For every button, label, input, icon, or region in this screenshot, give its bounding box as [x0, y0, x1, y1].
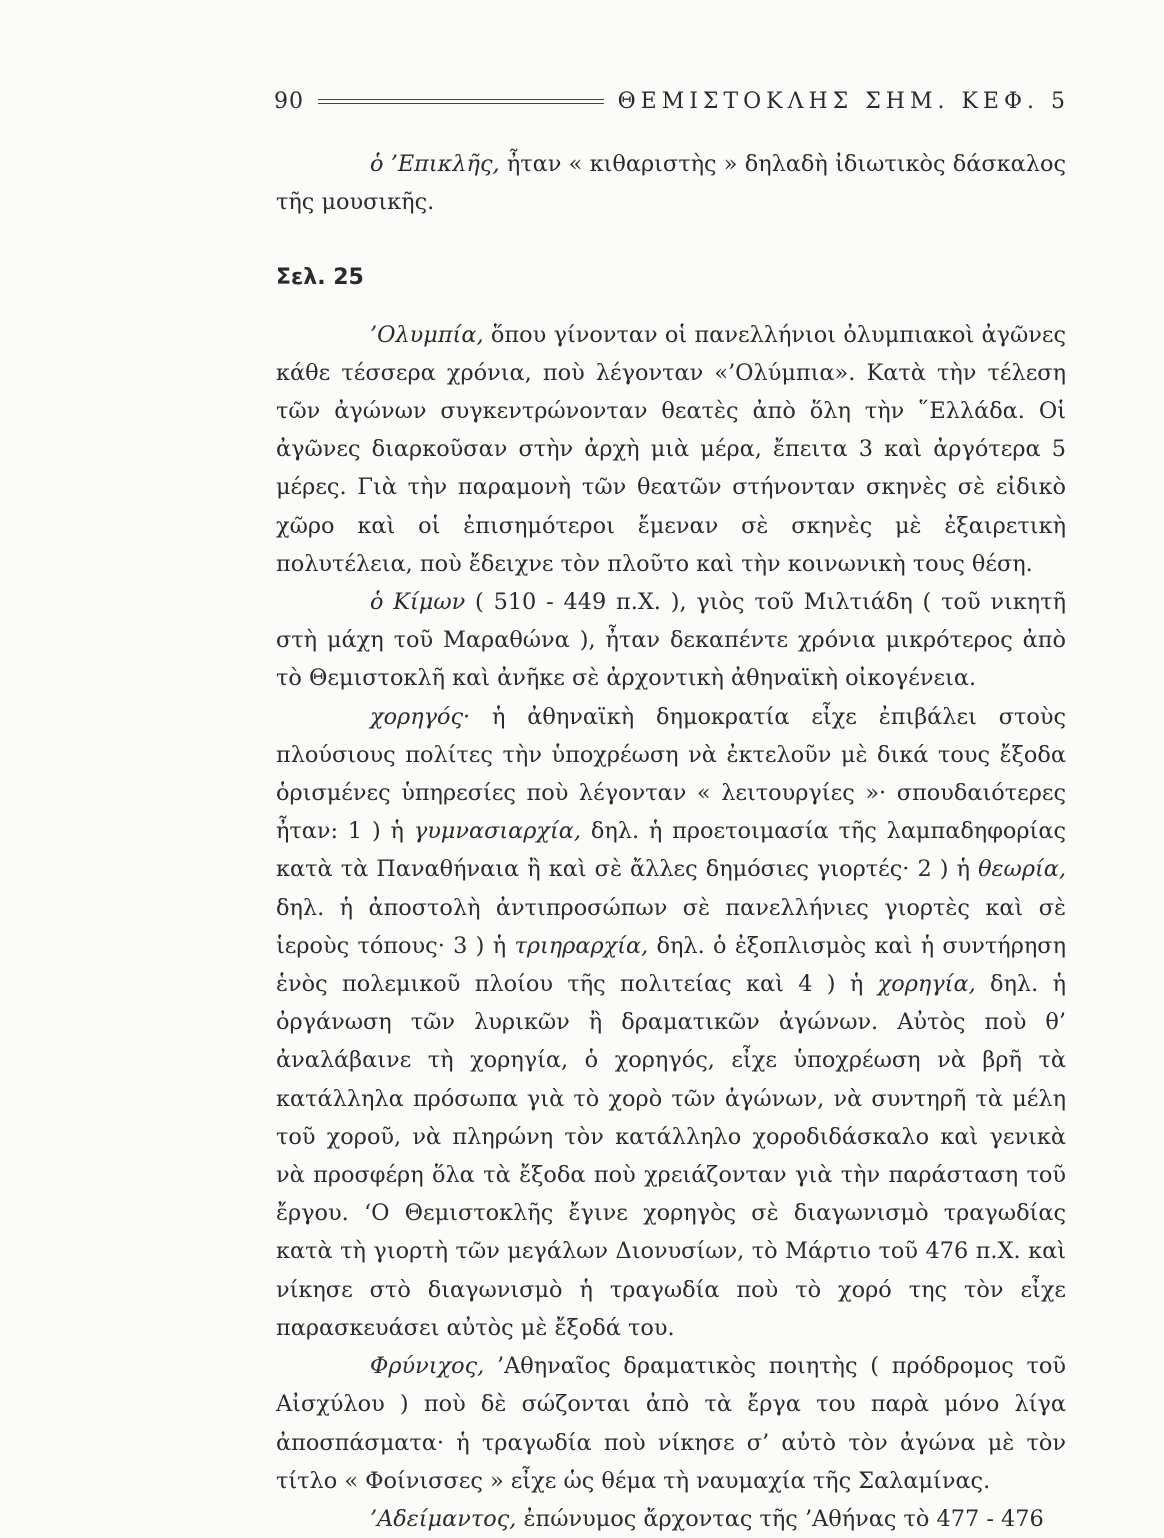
paragraph-olympia: ’Ολυμπία, ὅπου γίνονταν οἱ πανελλήνιοι ὀλυμπιακοὶ ἀγῶνες κάθε τέσσερα χρόνια, ποὺ λέγονταν «’Ολύμπια». Κατὰ τὴν τέλεση τῶν ἀγώνων συγκεντρώνονταν θεατὲς ἀπὸ ὅλη τὴν ῞Ελλάδα. Οἱ ἀγῶνες διαρκοῦσαν στὴν ἀρχὴ μιὰ μέρα, ἔπειτα 3 καὶ ἀργότερα 5 μέρες. Γιὰ τὴν παραμονὴ τῶν θεατῶν στήνονταν σκηνὲς σὲ εἰδικὸ χῶρο καὶ οἱ ἐπισημότεροι ἔμεναν σὲ σκηνὲς μὲ ἐξαιρετικὴ πολυτέλεια, ποὺ ἔδειχνε τὸν πλοῦτο καὶ τὴν κοινωνικὴ τους θέση. — [276, 321, 1066, 577]
paragraph-epikles: ὁ ’Επικλῆς, ἦταν « κιθαριστὴς » δηλαδὴ ἰδιωτικὸς δάσκαλος τῆς μουσικῆς. — [276, 151, 1066, 216]
running-title: ΘΕΜΙΣΤΟΚΛΗΣ ΣΗΜ. ΚΕΦ. 5 — [617, 88, 1070, 114]
paragraph-phrynichos: Φρύνιχος, ’Αθηναῖος δραματικὸς ποιητὴς ( πρόδρομος τοῦ Αἰσχύλου ) ποὺ δὲ σώζονται ἀπὸ τὰ ἔργα του παρὰ μόνο λίγα ἀποσπάσματα· ἡ τραγωδία ποὺ νίκησε σ’ αὐτὸ τὸν ἀγώνα μὲ τὸν τίτλο « Φοίνισσες » εἶχε ὡς θέμα τὴ ναυμαχία τῆς Σαλαμίνας. — [276, 1353, 1066, 1494]
term-epikles: ὁ ’Επικλῆς, — [370, 151, 500, 177]
paragraph-adeimantos: ’Αδείμαντος, ἐπώνυμος ἄρχοντας τῆς ’Αθήνας τὸ 477 - 476 — [370, 1505, 1044, 1532]
term-gymnasiarchia: γυμνασιαρχία, — [413, 818, 582, 845]
page-number: 90 — [274, 88, 304, 114]
term-trierarchia: τριηραρχία, — [514, 932, 649, 959]
term-phrynichos: Φρύνιχος, — [370, 1353, 485, 1380]
paragraph-kimon: ὁ Κίμων ( 510 - 449 π.Χ. ), γιὸς τοῦ Μιλτιάδη ( τοῦ νικητῆ στὴ μάχη τοῦ Μαραθώνα ), ἦταν δεκαπέντε χρόνια μικρότερος ἀπὸ τὸ Θεμιστοκλῆ καὶ ἀνῆκε σὲ ἀρχοντικὴ ἀθηναϊκὴ οἰκογένεια. — [276, 589, 1066, 692]
term-choregos: χορηγός· — [370, 703, 471, 730]
term-choregia: χορηγία, — [877, 971, 976, 998]
header-rule — [318, 99, 604, 104]
term-kimon: ὁ Κίμων — [370, 589, 466, 616]
page-header — [274, 86, 1070, 116]
term-adeimantos: ’Αδείμαντος, — [370, 1505, 517, 1532]
term-theoria: θεωρία, — [978, 856, 1066, 883]
body-text — [276, 145, 1066, 1538]
term-olympia: ’Ολυμπία, — [370, 321, 484, 348]
paragraph-choregos: χορηγός· ἡ ἀθηναϊκὴ δημοκρατία εἶχε ἐπιβάλει στοὺς πλούσιους πολίτες τὴν ὑποχρέωση νὰ ἐκτελοῦν μὲ δικά τους ἔξοδα ὁρισμένες ὑπηρεσίες ποὺ λέγονταν « λειτουργίες »· σπουδαιότερες ἦταν: 1 ) ἡ γυμνασιαρχία, δηλ. ἡ προετοιμασία τῆς λαμπαδηφορίας κατὰ τὰ Παναθήναια ἢ καὶ σὲ ἄλλες δημόσιες γιορτές· 2 ) ἡ θεωρία, δηλ. ἡ ἀποστολὴ ἀντιπροσώπων σὲ πανελλήνιες γιορτὲς καὶ σὲ ἱεροὺς τόπους· 3 ) ἡ τριηραρχία, δηλ. ὁ ἐξοπλισμὸς καὶ ἡ συντήρηση ἑνὸς πολεμικοῦ πλοίου τῆς πολιτείας καὶ 4 ) ἡ χορηγία, δηλ. ἡ ὀργάνωση τῶν λυρικῶν ἢ δραματικῶν ἀγώνων. Αὐτὸς ποὺ θ’ ἀναλάβαινε τὴ χορηγία, ὁ χορηγός, εἶχε ὑποχρέωση νὰ βρῆ τὰ κατάλληλα πρόσωπα γιὰ τὸ χορὸ τῶν ἀγώνων, νὰ συντηρῆ τὰ μέλη τοῦ χοροῦ, νὰ πληρώνη τὸν κατάλληλο χοροδιδάσκαλο καὶ γενικὰ νὰ προσφέρη ὅλα τὰ ἔξοδα ποὺ χρειάζονταν γιὰ τὴν παράσταση τοῦ ἔργου. ‘Ο Θεμιστοκλῆς ἔγινε χορηγὸς σὲ διαγωνισμὸ τραγωδίας κατὰ τὴ γιορτὴ τῶν μεγάλων Διονυσίων, τὸ Μάρτιο τοῦ 476 π.Χ. καὶ νίκησε στὸ διαγωνισμὸ ἡ τραγωδία ποὺ τὸ χορό της τὸν εἶχε παρασκευάσει αὐτὸς μὲ ἔξοδά του. — [276, 703, 1066, 1341]
section-heading: Σελ. 25 — [276, 265, 364, 291]
